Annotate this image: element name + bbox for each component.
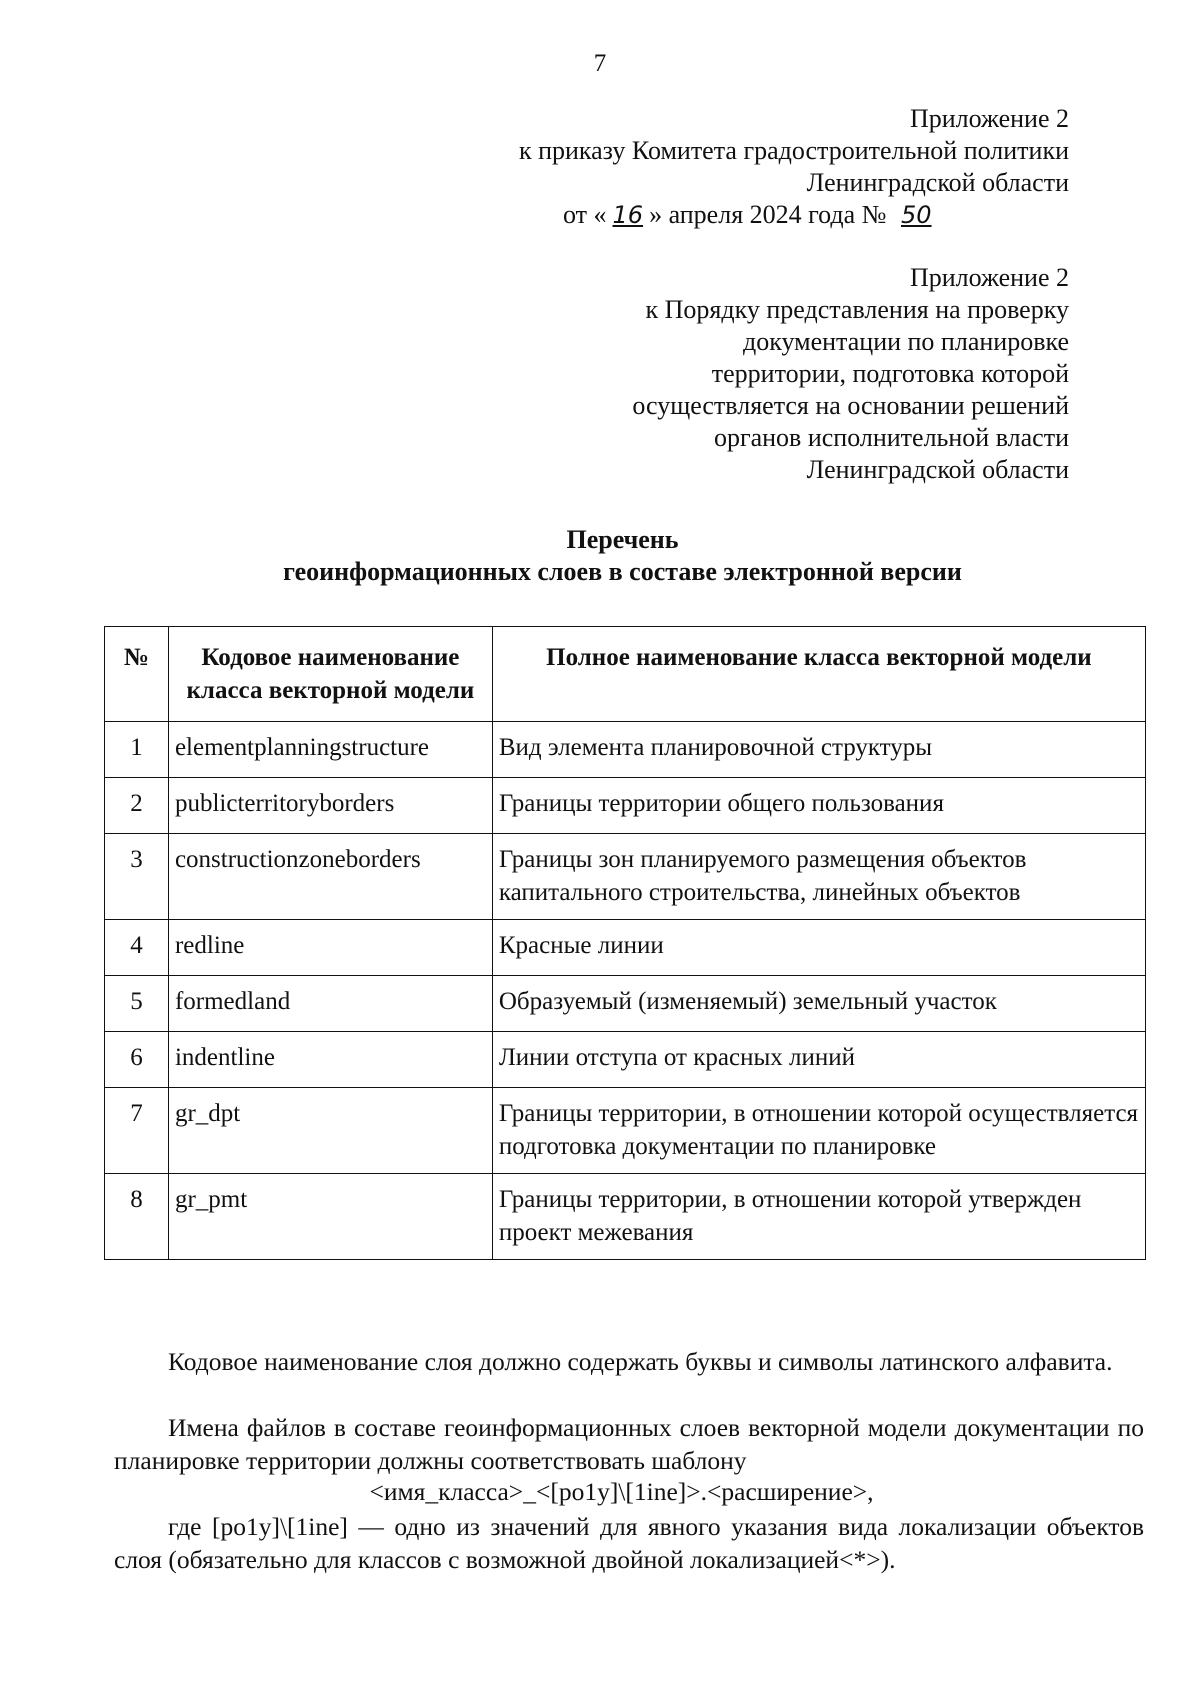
appendix-procedure-line: к Порядку представления на проверку: [645, 295, 1069, 324]
paragraph-text: где [po1y]\[1ine] — одно из значений для явного указания вида локализации объектов слоя (обязательно для классов с возможной двойной локализацией<*>).: [114, 1512, 1144, 1574]
row-code: gr_pmt: [168, 1174, 492, 1260]
row-code: constructionzoneborders: [168, 834, 492, 920]
paragraph-file-names: [114, 1411, 1144, 1477]
table-row: [105, 920, 1146, 976]
table-row: [105, 778, 1146, 834]
date-prefix: от «: [562, 200, 607, 229]
row-name: Границы территории, в отношении которой утвержден проект межевания: [492, 1174, 1145, 1260]
file-name-template: <имя_класса>_<[po1y]\[1ine]>.<расширение>,: [369, 1477, 874, 1506]
table-row: [105, 1174, 1146, 1260]
paragraph-text: Имена файлов в составе геоинформационных слоев векторной модели документации по планировке территории должны соответствовать шаблону: [114, 1413, 1144, 1475]
row-name: Линии отступа от красных линий: [492, 1032, 1145, 1088]
row-name: Границы территории общего пользования: [492, 778, 1145, 834]
appendix-order-line2: Ленинградской области: [806, 168, 1069, 197]
row-number: 8: [105, 1174, 169, 1260]
document-subtitle: геоинформационных слоев в составе электронной версии: [283, 557, 962, 586]
appendix-procedure-line: территории, подготовка которой: [711, 359, 1069, 388]
appendix-order-title: Приложение 2: [909, 104, 1069, 133]
table-row: [105, 722, 1146, 778]
row-number: 1: [105, 722, 169, 778]
row-code: formedland: [168, 976, 492, 1032]
table-row: [105, 834, 1146, 920]
paragraph-localization: [114, 1510, 1144, 1576]
appendix-procedure-line: осуществляется на основании решений: [632, 391, 1069, 420]
row-number: 7: [105, 1088, 169, 1174]
header-number: №: [105, 627, 169, 722]
row-code: elementplanningstructure: [168, 722, 492, 778]
paragraph-text: Кодовое наименование слоя должно содержать буквы и символы латинского алфавита.: [168, 1347, 1113, 1376]
appendix-procedure-line: Ленинградской области: [806, 455, 1069, 484]
row-number: 4: [105, 920, 169, 976]
appendix-procedure-title: Приложение 2: [909, 263, 1069, 292]
table-row: [105, 1032, 1146, 1088]
handwritten-day: 16: [612, 201, 644, 229]
appendix-procedure-line: органов исполнительной власти: [713, 423, 1069, 452]
page-number: 7: [593, 50, 607, 77]
header-full-name: Полное наименование класса векторной модели: [492, 627, 1145, 722]
row-code: gr_dpt: [168, 1088, 492, 1174]
row-code: redline: [168, 920, 492, 976]
table-row: [105, 976, 1146, 1032]
table-header-row: [105, 627, 1146, 722]
appendix-procedure-header: [632, 262, 1069, 486]
appendix-order-date-line: [519, 199, 1069, 231]
row-name: Красные линии: [492, 920, 1145, 976]
row-name: Образуемый (изменяемый) земельный участок: [492, 976, 1145, 1032]
row-number: 6: [105, 1032, 169, 1088]
row-code: publicterritoryborders: [168, 778, 492, 834]
row-number: 5: [105, 976, 169, 1032]
header-code-name: Кодовое наименование класса векторной модели: [168, 627, 492, 722]
row-number: 2: [105, 778, 169, 834]
layers-table: [104, 626, 1146, 1260]
handwritten-order-number: 50: [901, 201, 932, 229]
appendix-order-header: [519, 103, 1069, 231]
row-name: Вид элемента планировочной структуры: [492, 722, 1145, 778]
date-middle: » апреля 2024 года №: [649, 200, 887, 229]
row-name: Границы территории, в отношении которой осуществляется подготовка документации по планировке: [492, 1088, 1145, 1174]
table-row: [105, 1088, 1146, 1174]
row-number: 3: [105, 834, 169, 920]
appendix-procedure-line: документации по планировке: [743, 327, 1069, 356]
appendix-order-line1: к приказу Комитета градостроительной политики: [518, 136, 1069, 165]
document-title: Перечень: [566, 525, 679, 554]
row-name: Границы зон планируемого размещения объектов капитального строительства, линейных объектов: [492, 834, 1145, 920]
paragraph-latin-alphabet: [114, 1345, 1144, 1378]
row-code: indentline: [168, 1032, 492, 1088]
